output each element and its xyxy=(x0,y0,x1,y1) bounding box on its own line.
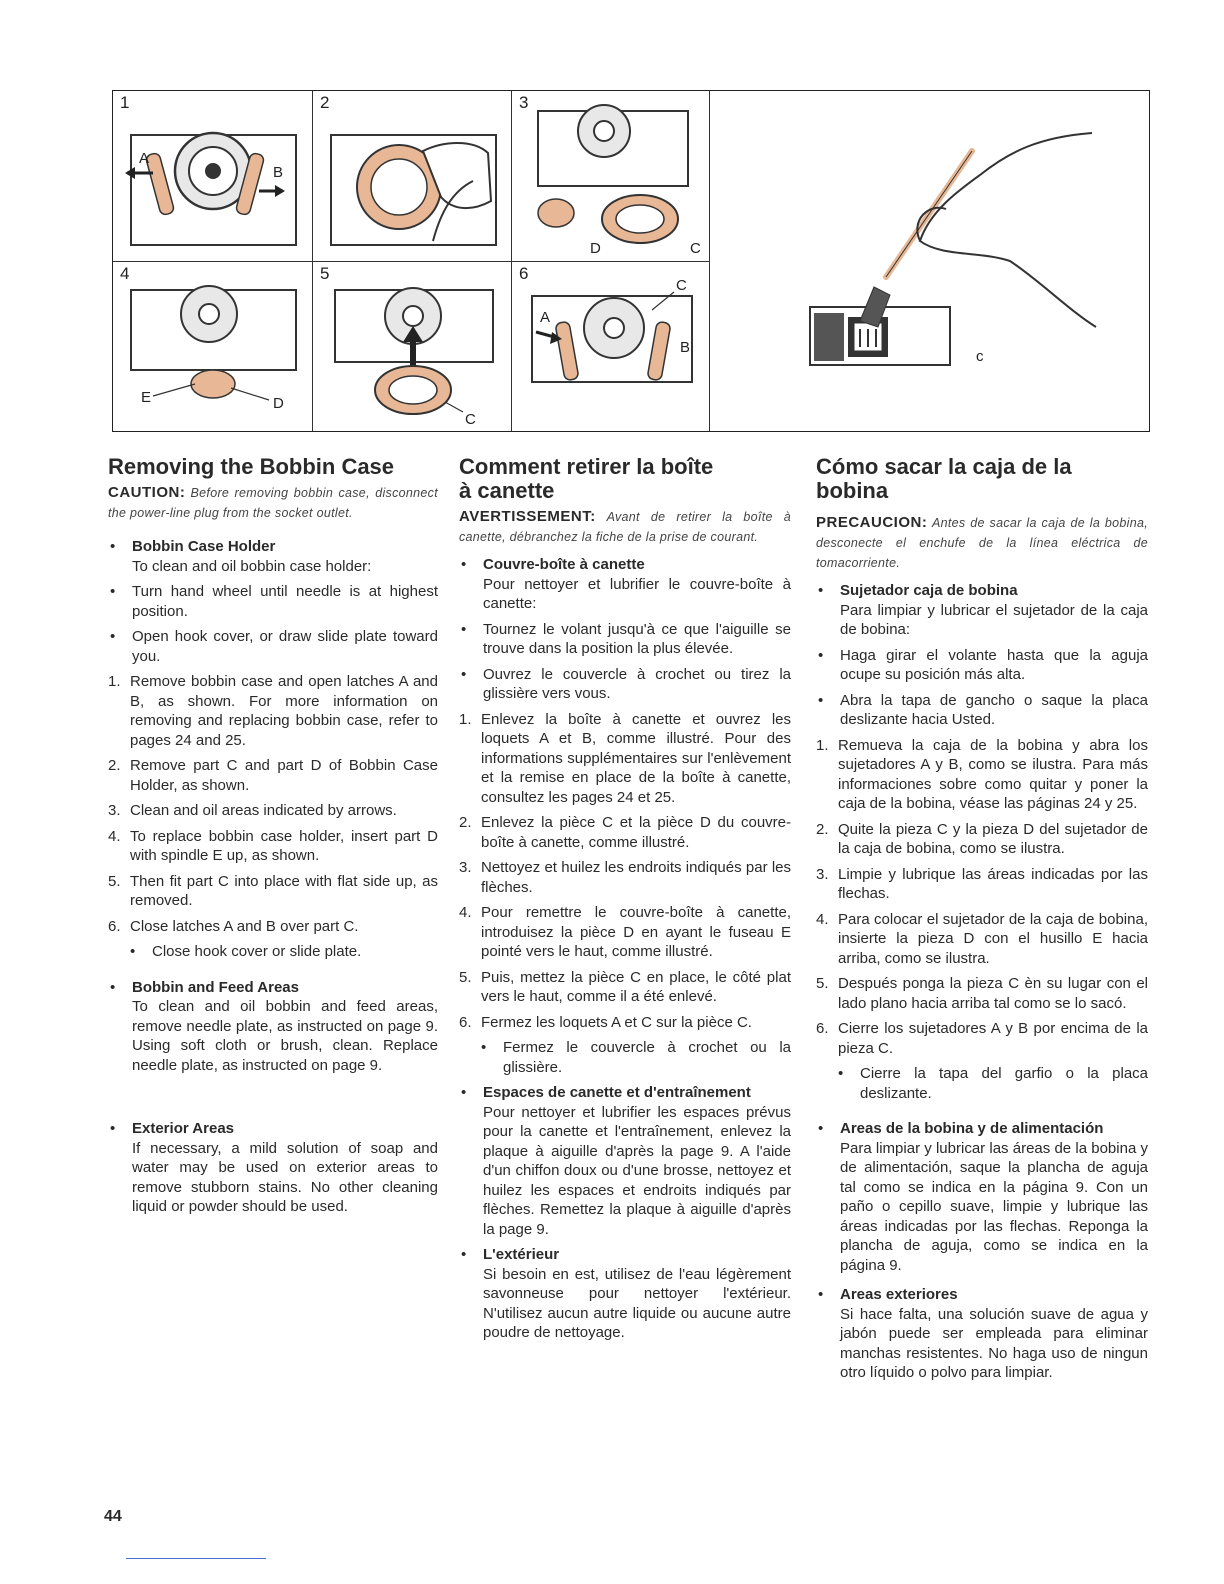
hook-assembly-drawing xyxy=(313,262,511,432)
panel-number: 1 xyxy=(120,93,130,112)
step-number: 2. xyxy=(816,820,829,838)
step-text: Pour remettre le couvre-boîte à canette, introduisez la pièce D en ayant le fuseau E pointé vers le haut, comme illustré. xyxy=(481,904,791,960)
feed-section xyxy=(108,978,438,1076)
step-text: Puis, mettez la pièce C en place, le côté plat vers le haut, comme il a été enlevé. xyxy=(481,968,791,1005)
steps-list xyxy=(459,710,791,1078)
panel-1 xyxy=(113,91,312,261)
label-e: E xyxy=(141,389,152,406)
step-item xyxy=(459,968,791,1007)
subheading: • Exterior Areas xyxy=(132,1120,234,1137)
step-text: Remove bobbin case and open latches A and B, as shown. For more information on removing and replacing bobbin case, refer to pages 24 and 25. xyxy=(130,673,438,749)
caution-text: Before removing bobbin case, disconnect the power-line plug from the socket outlet. xyxy=(108,486,438,520)
step-number: 1. xyxy=(816,736,829,754)
brush-cleaning-illustration xyxy=(710,91,1148,431)
french-column xyxy=(459,455,791,1343)
caution-text: Antes de sacar la caja de la bobina, desconecte el enchufe de la línea eléctrica de tomacorriente. xyxy=(816,516,1148,570)
panel-number: 4 xyxy=(120,264,130,283)
section-title: Removing the Bobbin Case xyxy=(108,454,395,479)
feed-section xyxy=(816,1119,1148,1383)
intro-text: To clean and oil bobbin case holder: xyxy=(132,557,372,575)
list-item xyxy=(459,1083,791,1239)
step-item xyxy=(459,858,791,897)
holder-section xyxy=(816,581,1148,730)
spanish-column xyxy=(816,455,1148,1383)
step-item xyxy=(459,1013,791,1033)
sub-bullet: • Close hook cover or slide plate. xyxy=(108,942,438,962)
paragraph: To clean and oil bobbin and feed areas, remove needle plate, as instructed on page 9. Using soft cloth or brush, clean. Replace needle plate, as instructed on page 9. xyxy=(132,998,438,1074)
step-item xyxy=(108,827,438,866)
step-number: 3. xyxy=(816,865,829,883)
section-title: Cómo sacar la caja de la bobina xyxy=(816,454,1072,503)
sub-bullet: • Fermez le couvercle à crochet ou la glissière. xyxy=(459,1038,791,1077)
step-number: 3. xyxy=(108,802,121,819)
list-item xyxy=(108,978,438,1076)
step-number: 5. xyxy=(108,872,121,890)
caution-note xyxy=(816,513,1148,573)
illustration-figure xyxy=(112,90,1150,432)
step-text: Fermez les loquets A et C sur la pièce C. xyxy=(481,1013,752,1031)
sub-bullet: • Cierre la tapa del garfio o la placa deslizante. xyxy=(816,1064,1148,1103)
step-item xyxy=(108,672,438,750)
step-number: 6. xyxy=(816,1020,829,1037)
list-item xyxy=(459,555,791,614)
subheading: • Sujetador caja de bobina xyxy=(840,582,1018,599)
step-text: Después ponga la pieza C èn su lugar con el lado plano hacia arriba tal como se lo sacó. xyxy=(838,975,1148,1012)
panel-6 xyxy=(512,262,709,432)
subheading: • Areas exteriores xyxy=(840,1286,958,1303)
footer-rule xyxy=(126,1558,266,1559)
label-c: C xyxy=(465,411,476,428)
hook-assembly-drawing xyxy=(512,91,709,261)
label-b: B xyxy=(273,164,284,181)
panel-number: 2 xyxy=(320,93,330,112)
panel-5 xyxy=(313,262,511,432)
panel-number: 5 xyxy=(320,264,330,283)
list-item: • Abra la tapa de gancho o saque la placa deslizante hacia Usted. xyxy=(816,691,1148,730)
step-number: 3. xyxy=(459,859,472,876)
step-number: 5. xyxy=(459,968,472,986)
step-number: 5. xyxy=(816,975,829,992)
label-d: D xyxy=(273,395,284,412)
paragraph: If necessary, a mild solution of soap and water may be used on exterior areas to remove stubborn stains. No other cleaning liquid or powder should be used. xyxy=(132,1139,438,1215)
exterior-section xyxy=(108,1119,438,1217)
feed-section xyxy=(459,1083,791,1343)
list-item xyxy=(816,581,1148,640)
step-item xyxy=(108,872,438,911)
step-item xyxy=(459,903,791,962)
brush-drawing xyxy=(710,91,1148,431)
list-item: • Haga girar el volante hasta que la aguja ocupe su posición más alta. xyxy=(816,646,1148,685)
step-item xyxy=(816,865,1148,904)
step-item xyxy=(108,801,438,821)
panel-number: 3 xyxy=(519,93,529,112)
label-b: B xyxy=(680,339,691,356)
list-item xyxy=(816,1119,1148,1275)
step-number: 4. xyxy=(108,827,121,845)
intro-text: Para limpiar y lubricar el sujetador de la caja de bobina: xyxy=(840,601,1148,638)
hook-assembly-drawing xyxy=(113,262,312,432)
step-number: 2. xyxy=(459,814,472,831)
panel-2 xyxy=(313,91,511,261)
panel-4 xyxy=(113,262,312,432)
step-text: Then fit part C into place with flat side up, as removed. xyxy=(130,872,438,909)
panel-3 xyxy=(512,91,709,261)
subheading: • Areas de la bobina y de alimentación xyxy=(840,1120,1104,1137)
list-item: • Open hook cover, or draw slide plate toward you. xyxy=(108,627,438,666)
label-a: A xyxy=(540,309,551,326)
hook-assembly-drawing xyxy=(313,91,511,261)
step-item xyxy=(459,710,791,808)
caution-text: Avant de retirer la boîte à canette, débranchez la fiche de la prise de courant. xyxy=(459,510,791,544)
subheading: • Bobbin and Feed Areas xyxy=(132,978,299,996)
step-item xyxy=(108,917,438,937)
list-item: • Ouvrez le couvercle à crochet ou tirez la glissière vers vous. xyxy=(459,665,791,704)
caution-label: PRECAUCION: xyxy=(816,514,928,531)
paragraph: Si hace falta, una solución suave de agua y jabón puede ser empleada para eliminar manchas resistentes. No haga uso de ningun otro líquido o polvo para limpiar. xyxy=(840,1305,1148,1381)
step-text: Clean and oil areas indicated by arrows. xyxy=(130,802,397,819)
list-item xyxy=(108,537,438,576)
list-item xyxy=(459,1245,791,1343)
step-number: 6. xyxy=(459,1013,472,1031)
english-column xyxy=(108,455,438,1217)
subheading: • L'extérieur xyxy=(483,1246,560,1263)
step-text: Enlevez la pièce C et la pièce D du couvre-boîte à canette, comme illustré. xyxy=(481,814,791,851)
section-title xyxy=(459,455,791,503)
step-item xyxy=(108,756,438,795)
label-d: D xyxy=(590,240,601,257)
list-item: • Turn hand wheel until needle is at highest position. xyxy=(108,582,438,621)
caution-note xyxy=(459,507,791,547)
caution-label: CAUTION: xyxy=(108,484,186,501)
paragraph: Pour nettoyer et lubrifier les espaces prévus pour la canette et l'entraînement, enlevez la plaque à aiguille d'après la page 9. A l'aide d'un chiffon doux ou d'une brosse, nettoyez et huilez les espaces et endroits indiqués par flèches. Remettez la plaque à aiguille d'après la page 9. xyxy=(483,1103,791,1238)
step-number: 4. xyxy=(816,910,829,928)
step-item xyxy=(816,820,1148,859)
step-text: Remueva la caja de la bobina y abra los sujetadores A y B, como se ilustra. Para más informaciones sobre como quitar y poner la caja de la bobina, véase las páginas 24 y 25. xyxy=(838,736,1148,812)
step-text: To replace bobbin case holder, insert part D with spindle E up, as shown. xyxy=(130,827,438,864)
subheading: • Couvre-boîte à canette xyxy=(483,556,645,573)
panel-number: 6 xyxy=(519,264,529,283)
label-a: A xyxy=(139,150,150,167)
step-text: Nettoyez et huilez les endroits indiqués par les flèches. xyxy=(481,859,791,896)
holder-section xyxy=(108,537,438,666)
brush-mark: c xyxy=(976,348,984,365)
paragraph: Si besoin en est, utilisez de l'eau légèrement savonneuse pour nettoyer l'extérieur. N'utilisez aucun autre liquide ou aucune autre poudre de nettoyage. xyxy=(483,1265,791,1341)
steps-list xyxy=(816,736,1148,1104)
hook-assembly-drawing xyxy=(113,91,312,261)
step-number: 4. xyxy=(459,904,472,921)
title-line: à canette xyxy=(459,478,555,503)
holder-section xyxy=(459,555,791,704)
step-item xyxy=(816,1019,1148,1058)
subheading: • Espaces de canette et d'entraînement xyxy=(483,1084,751,1101)
step-item xyxy=(816,974,1148,1013)
label-c: C xyxy=(676,277,687,294)
title-line: Comment retirer la boîte xyxy=(459,454,714,479)
subheading: • Bobbin Case Holder xyxy=(132,538,276,555)
list-item: • Tournez le volant jusqu'à ce que l'aiguille se trouve dans la position la plus élevée. xyxy=(459,620,791,659)
steps-list xyxy=(108,672,438,962)
step-text: Limpie y lubrique las áreas indicadas por las flechas. xyxy=(838,865,1148,902)
step-item xyxy=(816,910,1148,969)
step-text: Para colocar el sujetador de la caja de bobina, insierte la pieza D con el husillo E hacia arriba, como se ilustra. xyxy=(838,910,1148,967)
hook-assembly-drawing xyxy=(512,262,709,432)
step-number: 2. xyxy=(108,757,121,774)
label-c: C xyxy=(690,240,701,257)
paragraph: Para limpiar y lubricar las áreas de la bobina y de alimentación, saque la plancha de aguja tal como se indica en la página 9. Con un paño o cepillo suave, limpie y lubrique las áreas indicadas por las flechas. Reponga la plancha de aguja, como se indica en la página 9. xyxy=(840,1139,1148,1274)
caution-note xyxy=(108,483,438,523)
step-number: 6. xyxy=(108,917,121,935)
step-item xyxy=(459,813,791,852)
step-text: Cierre los sujetadores A y B por encima de la pieza C. xyxy=(838,1020,1148,1057)
caution-label: AVERTISSEMENT: xyxy=(459,508,596,525)
list-item xyxy=(816,1285,1148,1383)
step-number: 1. xyxy=(108,673,121,690)
intro-text: Pour nettoyer et lubrifier le couvre-boîte à canette: xyxy=(483,575,791,612)
step-text: Remove part C and part D of Bobbin Case Holder, as shown. xyxy=(130,757,438,794)
list-item xyxy=(108,1119,438,1217)
step-number: 1. xyxy=(459,710,472,728)
step-text: Enlevez la boîte à canette et ouvrez les loquets A et B, comme illustré. Pour des informations supplémentaires sur l'enlèvement et la remise en place de la boîte à canette, consultez les pages 24 et 25. xyxy=(481,710,791,806)
step-item xyxy=(816,736,1148,814)
page-number: 44 xyxy=(104,1508,122,1525)
step-text: Close latches A and B over part C. xyxy=(130,917,359,935)
step-text: Quite la pieza C y la pieza D del sujetador de la caja de bobina, como se ilustra. xyxy=(838,820,1148,857)
